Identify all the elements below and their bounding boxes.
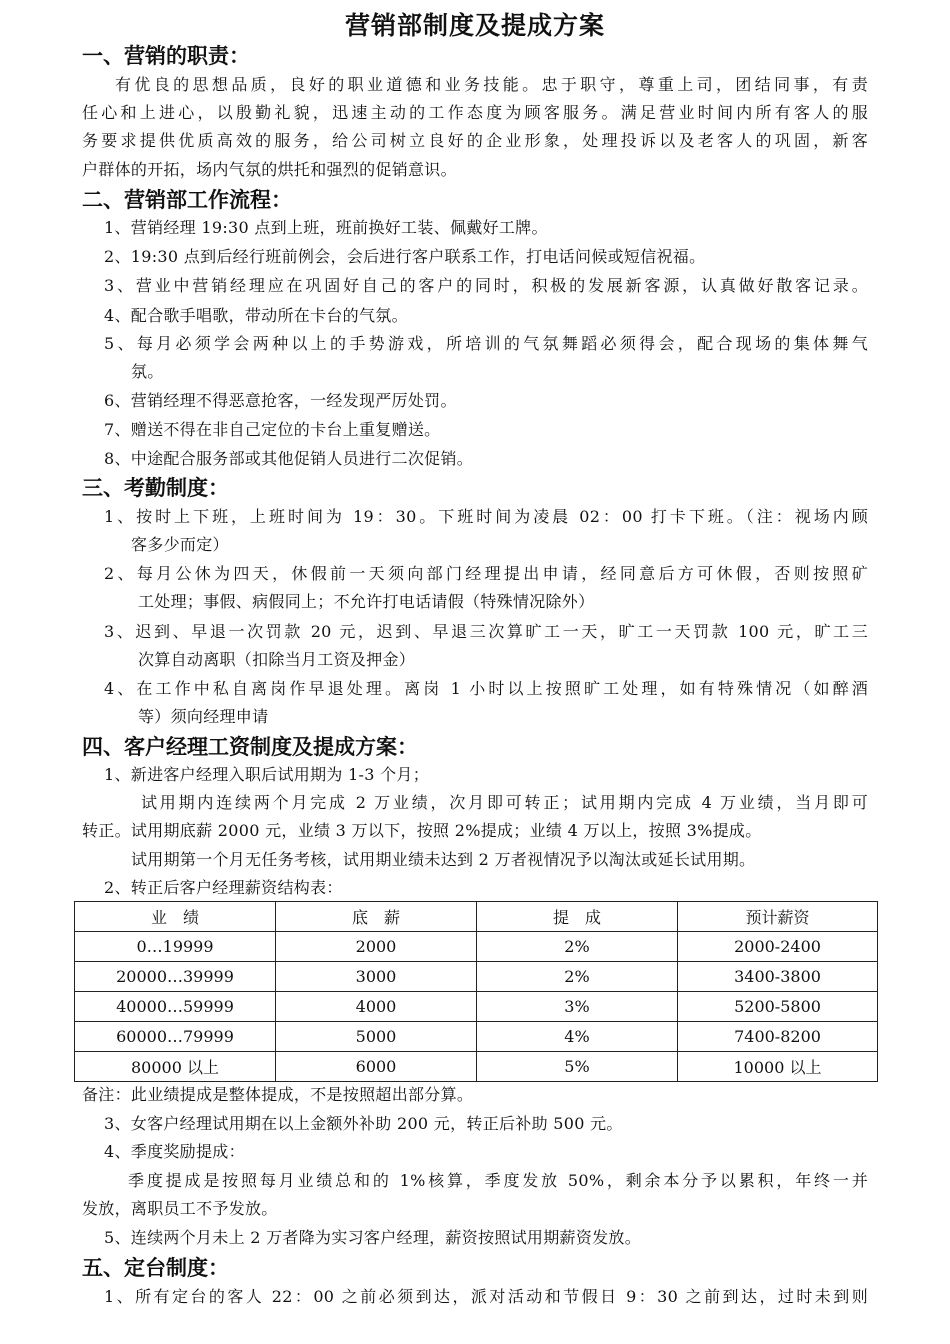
table-row — [75, 962, 878, 992]
list-item-continued: 次算自动离职（扣除当月工资及押金） — [138, 650, 416, 669]
table-cell: 40000…59999 — [75, 992, 276, 1022]
table-cell: 80000 以上 — [75, 1052, 276, 1082]
table-cell: 4000 — [276, 992, 477, 1022]
table-cell: 7400-8200 — [678, 1022, 878, 1052]
table-cell: 4% — [477, 1022, 678, 1052]
list-item: 7、赠送不得在非自己定位的卡台上重复赠送。 — [104, 420, 441, 439]
list-item: 8、中途配合服务部或其他促销人员进行二次促销。 — [104, 449, 474, 468]
list-item: 1、新进客户经理入职后试用期为 1-3 个月； — [104, 765, 430, 784]
table-cell: 10000 以上 — [678, 1052, 878, 1082]
list-item: 2、19:30 点到后经行班前例会，会后进行客户联系工作，打电话问候或短信祝福。 — [104, 247, 706, 266]
list-item: 1、按时上下班，上班时间为 19：30。下班时间为凌晨 02：00 打卡下班。（注：视场内顾 — [104, 507, 868, 526]
section-heading-duties: 一、营销的职责： — [82, 44, 250, 68]
table-cell: 5% — [477, 1052, 678, 1082]
list-item: 5、连续两个月未上 2 万者降为实习客户经理，薪资按照试用期薪资发放。 — [104, 1228, 642, 1247]
list-item: 6、营销经理不得恶意抢客，一经发现严厉处罚。 — [104, 391, 457, 410]
table-row — [75, 1022, 878, 1052]
table-cell: 2000 — [276, 932, 477, 962]
paragraph-line: 有优良的思想品质，良好的职业道德和业务技能。忠于职守，尊重上司，团结同事，有责 — [115, 75, 868, 94]
table-row — [75, 992, 878, 1022]
table-row — [75, 1052, 878, 1082]
section-heading-workflow: 二、营销部工作流程： — [82, 188, 292, 212]
column-header: 业 绩 — [75, 902, 276, 932]
list-item-continued: 客多少而定） — [131, 535, 229, 554]
table-cell: 2% — [477, 932, 678, 962]
table-cell: 2000-2400 — [678, 932, 878, 962]
list-item: 3、迟到、早退一次罚款 20 元，迟到、早退三次算旷工一天，旷工一天罚款 100 元，旷工三 — [104, 622, 868, 641]
list-item: 1、营销经理 19:30 点到上班，班前换好工装、佩戴好工牌。 — [104, 218, 548, 237]
table-cell: 2% — [477, 962, 678, 992]
paragraph-line: 季度提成是按照每月业绩总和的 1%核算，季度发放 50%，剩余本分予以累积，年终一并 — [128, 1171, 868, 1190]
paragraph-line: 务要求提供优质高效的服务，给公司树立良好的企业形象，处理投诉以及老客人的巩固，新客 — [82, 131, 868, 150]
list-item-continued: 等）须向经理申请 — [138, 707, 269, 726]
paragraph-line: 试用期第一个月无任务考核，试用期业绩未达到 2 万者视情况予以淘汰或延长试用期。 — [131, 850, 756, 869]
list-item-continued: 工处理；事假、病假同上；不允许打电话请假（特殊情况除外） — [138, 592, 595, 611]
table-cell: 5000 — [276, 1022, 477, 1052]
table-cell: 3000 — [276, 962, 477, 992]
section-heading-attendance: 三、考勤制度： — [82, 476, 229, 500]
salary-structure-table — [74, 901, 878, 1082]
table-cell: 3400-3800 — [678, 962, 878, 992]
column-header: 底 薪 — [276, 902, 477, 932]
table-note: 备注：此业绩提成是整体提成，不是按照超出部分算。 — [82, 1085, 474, 1104]
section-heading-salary: 四、客户经理工资制度及提成方案： — [82, 735, 418, 759]
table-cell: 3% — [477, 992, 678, 1022]
paragraph-line: 任心和上进心，以殷勤礼貌，迅速主动的工作态度为顾客服务。满足营业时间内所有客人的服 — [82, 103, 868, 122]
table-cell: 20000…39999 — [75, 962, 276, 992]
table-cell: 6000 — [276, 1052, 477, 1082]
list-item: 3、营业中营销经理应在巩固好自己的客户的同时，积极的发展新客源，认真做好散客记录。 — [104, 276, 868, 295]
section-heading-reservation: 五、定台制度： — [82, 1256, 229, 1280]
table-cell: 0…19999 — [75, 932, 276, 962]
column-header: 预计薪资 — [678, 902, 878, 932]
table-row — [75, 932, 878, 962]
document-title: 营销部制度及提成方案 — [344, 11, 605, 40]
table-cell: 60000…79999 — [75, 1022, 276, 1052]
paragraph-line: 户群体的开拓，场内气氛的烘托和强烈的促销意识。 — [82, 160, 457, 179]
list-item: 4、在工作中私自离岗作早退处理。离岗 1 小时以上按照旷工处理，如有特殊情况（如醉酒 — [104, 679, 868, 698]
list-item: 2、每月公休为四天，休假前一天须向部门经理提出申请，经同意后方可休假，否则按照矿 — [104, 564, 868, 583]
list-item: 4、季度奖励提成： — [104, 1142, 245, 1161]
list-item: 5、每月必须学会两种以上的手势游戏，所培训的气氛舞蹈必须得会，配合现场的集体舞气 — [104, 334, 868, 353]
list-item: 2、转正后客户经理薪资结构表： — [104, 878, 343, 897]
list-item-continued: 氛。 — [131, 362, 164, 381]
list-item: 1、所有定台的客人 22：00 之前必须到达，派对活动和节假日 9：30 之前到达，过时未到则 — [104, 1287, 868, 1306]
paragraph-line: 发放，离职员工不予发放。 — [82, 1199, 278, 1218]
table-cell: 5200-5800 — [678, 992, 878, 1022]
table-header-row — [75, 902, 878, 932]
paragraph-line: 试用期内连续两个月完成 2 万业绩，次月即可转正；试用期内完成 4 万业绩，当月即可 — [141, 793, 868, 812]
list-item: 4、配合歌手唱歌，带动所在卡台的气氛。 — [104, 306, 408, 325]
paragraph-line: 转正。试用期底薪 2000 元，业绩 3 万以下，按照 2%提成；业绩 4 万以上，按照 3%提成。 — [82, 821, 762, 840]
column-header: 提 成 — [477, 902, 678, 932]
list-item: 3、女客户经理试用期在以上金额外补助 200 元，转正后补助 500 元。 — [104, 1114, 623, 1133]
